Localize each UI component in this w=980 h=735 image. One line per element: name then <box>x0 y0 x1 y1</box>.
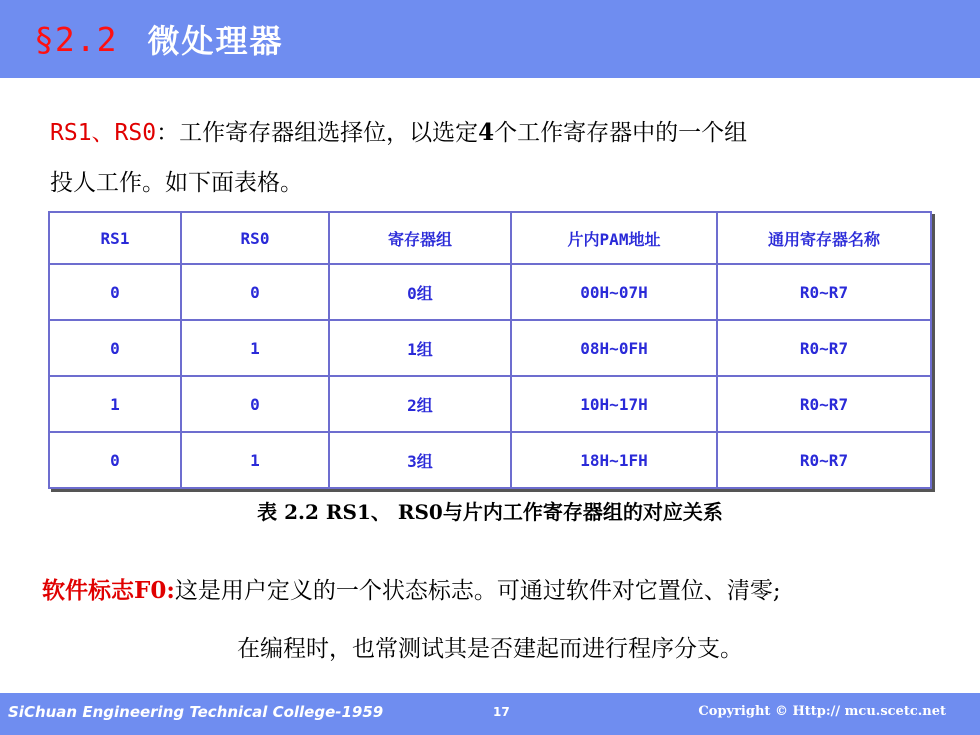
table-caption: 表 2.2 RS1、 RS0与片内工作寄存器组的对应关系 <box>257 500 723 524</box>
cell-bank: 1组 <box>329 320 511 376</box>
cell-registers: R0~R7 <box>717 264 931 320</box>
table-header-row <box>49 212 931 264</box>
page-number: 17 <box>493 705 510 719</box>
cell-address: 00H~07H <box>511 264 717 320</box>
table-row <box>49 320 931 376</box>
cell-address: 18H~1FH <box>511 432 717 488</box>
f0-text: 这是用户定义的一个状态标志。可通过软件对它置位、清零; <box>174 578 781 604</box>
register-select-paragraph <box>50 108 930 208</box>
header-rs0: RS0 <box>181 212 329 264</box>
header-bank: 寄存器组 <box>329 212 511 264</box>
para1-text-a: ：工作寄存器组选择位，以选定 <box>156 120 479 146</box>
para1-text-b: 个工作寄存器中的一个组 <box>494 120 748 146</box>
cell-rs1: 0 <box>49 320 181 376</box>
cell-address: 08H~0FH <box>511 320 717 376</box>
cell-bank: 0组 <box>329 264 511 320</box>
f0-label: 软件标志F0: <box>42 577 175 604</box>
section-number: §2.2 <box>34 19 118 59</box>
cell-rs1: 1 <box>49 376 181 432</box>
header-rs1: RS1 <box>49 212 181 264</box>
table-row <box>49 432 931 488</box>
f0-flag-paragraph <box>42 572 962 605</box>
para1-line1 <box>50 108 930 158</box>
cell-rs0: 0 <box>181 264 329 320</box>
header-address: 片内PAM地址 <box>511 212 717 264</box>
title-text: 微处理器 <box>147 22 284 60</box>
footer-bar <box>0 693 980 735</box>
table-row <box>49 264 931 320</box>
rs-label: RS1、RS0 <box>50 120 157 146</box>
cell-rs1: 0 <box>49 432 181 488</box>
table-row <box>49 376 931 432</box>
branch-paragraph: 在编程时，也常测试其是否建起而进行程序分支。 <box>237 636 743 662</box>
cell-registers: R0~R7 <box>717 432 931 488</box>
cell-rs0: 1 <box>181 320 329 376</box>
header-register-names: 通用寄存器名称 <box>717 212 931 264</box>
cell-address: 10H~17H <box>511 376 717 432</box>
header-bar <box>0 0 980 78</box>
cell-registers: R0~R7 <box>717 320 931 376</box>
cell-registers: R0~R7 <box>717 376 931 432</box>
cell-bank: 2组 <box>329 376 511 432</box>
college-name: SiChuan Engineering Technical College-1959 <box>8 703 384 721</box>
slide-title <box>34 17 284 61</box>
cell-rs0: 1 <box>181 432 329 488</box>
register-bank-table <box>48 211 932 489</box>
para1-count: 4 <box>478 119 495 146</box>
copyright-text: Copyright © Http:// mcu.scetc.net <box>698 704 946 719</box>
cell-bank: 3组 <box>329 432 511 488</box>
para1-line2: 投人工作。如下面表格。 <box>50 170 303 196</box>
cell-rs1: 0 <box>49 264 181 320</box>
cell-rs0: 0 <box>181 376 329 432</box>
